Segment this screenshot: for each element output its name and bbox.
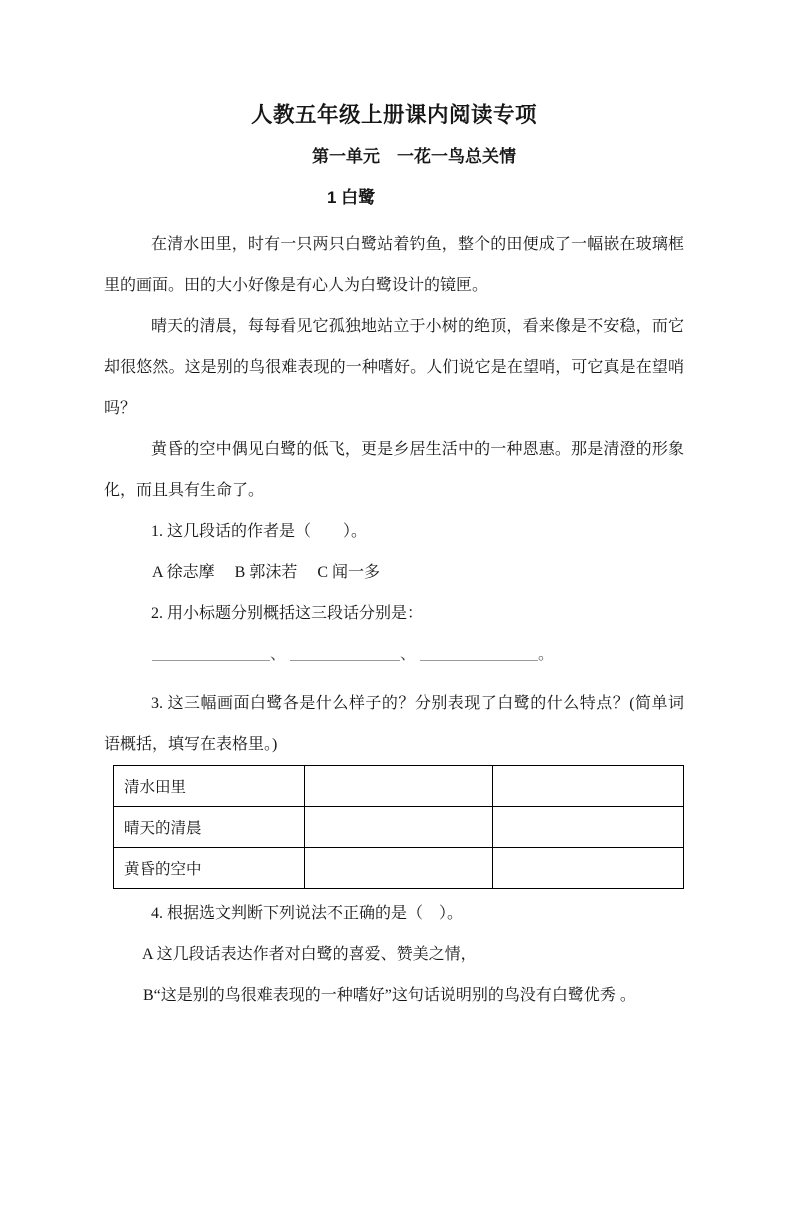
answer-blank-2[interactable] [290, 648, 400, 661]
answer-blank-3[interactable] [420, 648, 538, 661]
question-4-stem: 4. 根据选文判断下列说法不正确的是（ ）。 [151, 905, 464, 922]
white-egret-table [113, 765, 684, 889]
worksheet-page [104, 95, 684, 1016]
question-3-stem: 3. 这三幅画面白鹭各是什么样子的？分别表现了白鹭的什么特点？(简单词语概括，填写在表格里。) [104, 695, 684, 753]
row-label-cell: 黄昏的空中 [114, 848, 305, 889]
unit-heading: 第一单元 一花一鸟总关情 [312, 147, 516, 166]
blank-end-mark: 。 [538, 646, 555, 663]
row-label-cell: 清水田里 [114, 766, 305, 807]
blank-separator-1: 、 [270, 646, 287, 663]
question-1-options: A 徐志摩 B 郭沫若 C 闻一多 [152, 564, 381, 581]
blank-separator-2: 、 [400, 646, 417, 663]
answer-cell[interactable] [305, 807, 493, 848]
row-label-cell: 晴天的清晨 [114, 807, 305, 848]
question-4-option-a: A 这几段话表达作者对白鹭的喜爱、赞美之情， [142, 946, 477, 963]
table-row-2 [114, 807, 684, 848]
doc-title: 人教五年级上册课内阅读专项 [250, 103, 537, 127]
answer-cell[interactable] [305, 848, 493, 889]
table-row-3 [114, 848, 684, 889]
passage-paragraph-2: 晴天的清晨，每每看见它孤独地站立于小树的绝顶，看来像是不安稳，而它却很悠然。这是别的鸟很难表现的一种嗜好。人们说它是在望哨，可它真是在望哨吗？ [104, 318, 684, 417]
answer-cell[interactable] [493, 848, 684, 889]
question-4-option-b: B“这是别的鸟很难表现的一种嗜好”这句话说明别的鸟没有白鹭优秀 。 [143, 987, 636, 1004]
passage-paragraph-3: 黄昏的空中偶见白鹭的低飞，更是乡居生活中的一种恩惠。那是清澄的形象化，而且具有生命了。 [104, 441, 684, 499]
answer-blank-1[interactable] [152, 648, 270, 661]
answer-cell[interactable] [493, 766, 684, 807]
answer-cell[interactable] [305, 766, 493, 807]
lesson-heading: 1 白鹭 [327, 188, 376, 207]
answer-cell[interactable] [493, 807, 684, 848]
question-2-answer-line [104, 634, 684, 675]
passage-paragraph-1: 在清水田里，时有一只两只白鹭站着钓鱼，整个的田便成了一幅嵌在玻璃框里的画面。田的大小好像是有心人为白鹭设计的镜匣。 [104, 236, 684, 294]
question-2-stem: 2. 用小标题分别概括这三段话分别是： [151, 605, 424, 622]
question-1-stem: 1. 这几段话的作者是（ ）。 [151, 523, 368, 540]
table-row-1 [114, 766, 684, 807]
